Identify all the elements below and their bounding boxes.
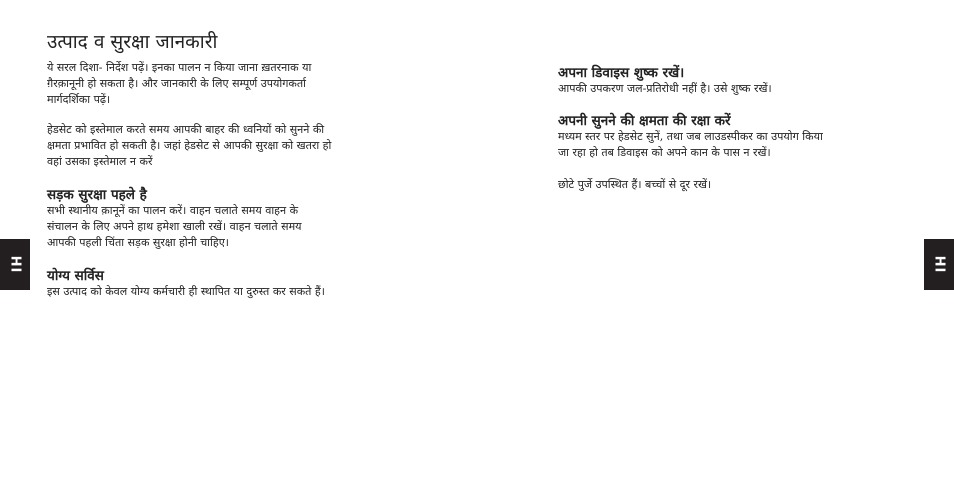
service-section — [47, 268, 407, 300]
road-safety-line: संचालन के लिए अपने हाथ हमेशा खाली रखें। वाहन चलाते समय — [47, 220, 302, 233]
intro-line: ग़ैरक़ानूनी हो सकता है। और जानकारी के लिए सम्पूर्ण उपयोगकर्ता — [47, 77, 306, 90]
road-safety-line: सभी स्थानीय क़ानूनें का पालन करें। वाहन चलाते समय वाहन के — [47, 204, 299, 217]
headset-paragraph — [47, 122, 407, 170]
language-tab-right — [924, 239, 954, 290]
page-title: उत्पाद व सुरक्षा जानकारी — [47, 31, 218, 53]
hearing-line: जा रहा हो तब डिवाइस को अपने कान के पास न रखें। — [558, 146, 771, 159]
language-tab-label: HI — [7, 255, 23, 274]
service-heading: योग्य सर्विस — [47, 268, 104, 284]
headset-line: क्षमता प्रभावित हो सकती है। जहां हेडसेट से आपकी सुरक्षा को खतरा हो — [47, 139, 332, 152]
hearing-heading: अपनी सुनने की क्षमता की रक्षा करें — [558, 113, 731, 129]
hearing-line: मध्यम स्तर पर हेडसेट सुनें, तथा जब लाउडस्पीकर का उपयोग किया — [558, 130, 823, 143]
hearing-paragraph — [558, 129, 898, 161]
headset-line: हेडसेट को इस्तेमाल करते समय आपकी बाहर की ध्वनियों को सुनने की — [47, 123, 325, 136]
road-safety-paragraph — [47, 203, 407, 251]
road-safety-section — [47, 187, 407, 251]
intro-section — [47, 60, 407, 108]
language-tab-label: HI — [931, 255, 947, 274]
service-paragraph — [47, 284, 407, 300]
small-parts-section — [558, 177, 898, 193]
language-tab-left — [0, 239, 30, 290]
intro-line: ये सरल दिशा- निर्देश पढ़ें। इनका पालन न किया जाना ख़तरनाक या — [47, 61, 312, 74]
keep-dry-line: आपकी उपकरण जल-प्रतिरोधी नहीं है। उसे शुष्क रखें। — [558, 82, 772, 95]
small-parts-paragraph — [558, 177, 898, 193]
intro-line: मार्गदर्शिका पढ़ें। — [47, 93, 111, 106]
service-line: इस उत्पाद को केवल योग्य कर्मचारी ही स्थापित या दुरुस्त कर सकते हैं। — [47, 285, 325, 298]
road-safety-heading: सड़क सुरक्षा पहले है — [47, 187, 147, 203]
headset-line: वहां उसका इस्तेमाल न करें — [47, 155, 153, 168]
keep-dry-heading: अपना डिवाइस शुष्क रखें। — [558, 65, 685, 81]
headset-section — [47, 122, 407, 170]
small-parts-line: छोटे पुर्जे उपस्थित हैं। बच्चों से दूर रखें। — [558, 178, 712, 191]
hearing-section — [558, 113, 898, 161]
road-safety-line: आपकी पहली चिंता सड़क सुरक्षा होनी चाहिए। — [47, 236, 229, 249]
keep-dry-section — [558, 65, 898, 97]
intro-paragraph — [47, 60, 407, 108]
keep-dry-paragraph — [558, 81, 898, 97]
